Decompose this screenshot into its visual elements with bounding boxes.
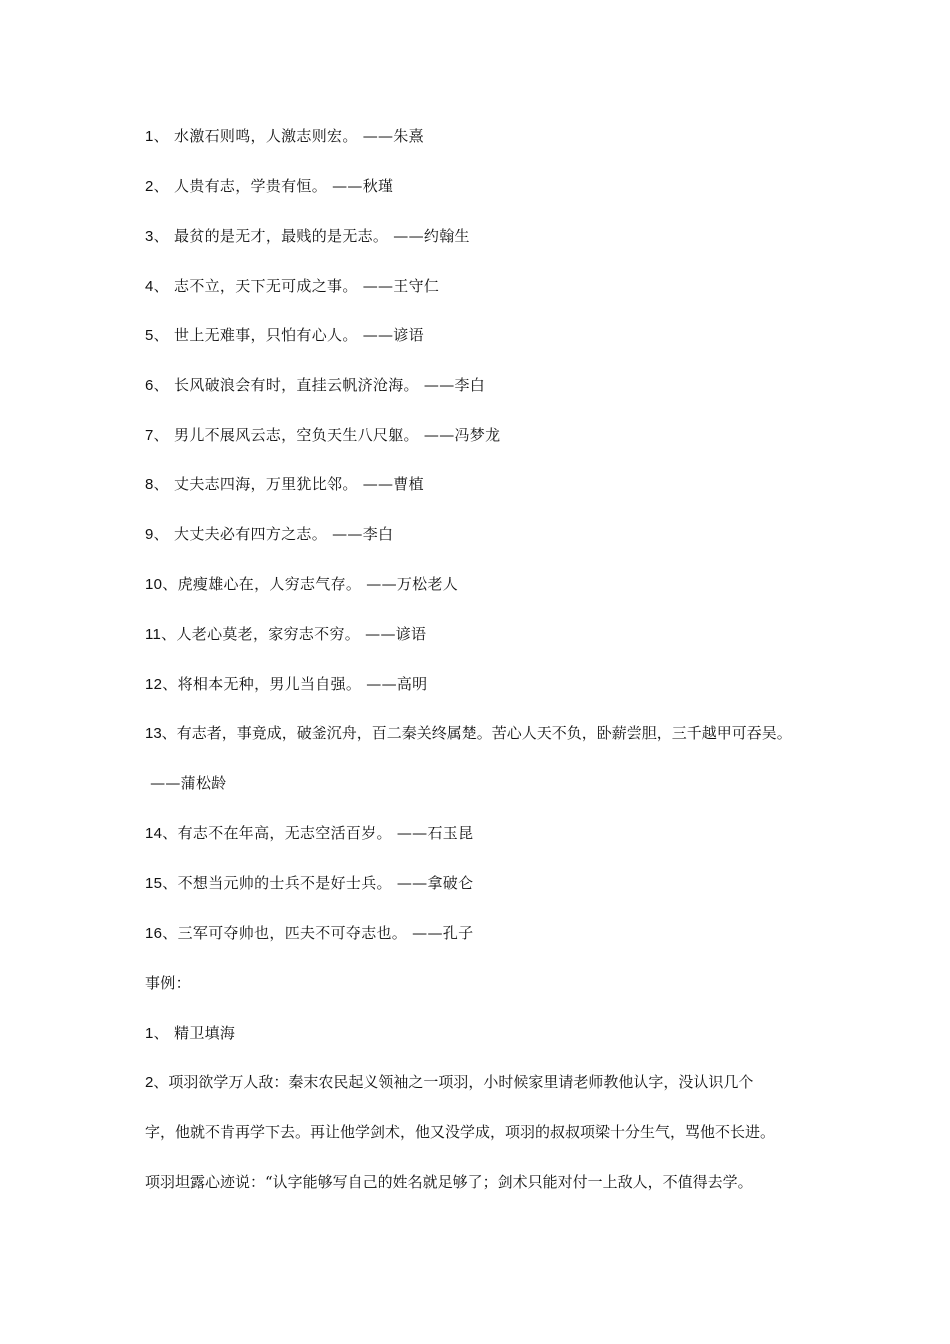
example-line: [145, 1072, 753, 1093]
example-line: [145, 1023, 235, 1044]
quote-line: [145, 923, 473, 944]
quote-line: [145, 574, 458, 595]
quote-number: 6、: [145, 377, 169, 394]
quote-text: 人贵有志，学贵有恒。 ——秋瑾: [168, 177, 394, 195]
example-text: 精卫填海: [168, 1024, 236, 1042]
quote-text: 人老心莫老，家穷志不穷。 ——谚语: [176, 625, 427, 643]
examples-heading: 事例：: [145, 974, 191, 992]
quote-number: 7、: [145, 427, 169, 444]
example-text: 字，他就不肯再学下去。再让他学剑术，他又没学成，项羽的叔叔项梁十分生气，骂他不长进。: [145, 1123, 776, 1141]
quote-text: 有志者，事竟成，破釜沉舟，百二秦关终属楚。苦心人天不负，卧薪尝胆，三千越甲可吞吴。: [176, 724, 792, 742]
example-number: 2、: [145, 1074, 169, 1091]
quote-number: 12、: [145, 676, 178, 693]
quote-line: [145, 474, 424, 495]
quote-line: [145, 823, 473, 844]
quote-text: 不想当元帅的士兵不是好士兵。 ——拿破仑: [177, 874, 474, 892]
example-text: 项羽欲学万人敌：秦末农民起义领袖之一项羽，小时候家里请老师教他认字，没认识几个: [168, 1073, 754, 1091]
quote-number: 4、: [145, 278, 169, 295]
quote-number: 9、: [145, 526, 169, 543]
quote-text: 志不立，天下无可成之事。 ——王守仁: [168, 277, 440, 295]
quote-number: 11、: [145, 626, 177, 643]
quote-number: 16、: [145, 925, 178, 942]
quote-number: 5、: [145, 327, 169, 344]
example-line: [145, 1122, 775, 1142]
quote-line: [145, 524, 393, 545]
quote-text: 大丈夫必有四方之志。 ——李白: [168, 525, 394, 543]
quote-number: 14、: [145, 825, 178, 842]
quote-number: 3、: [145, 228, 169, 245]
quote-text: 长风破浪会有时，直挂云帆济沧海。 ——李白: [168, 376, 486, 394]
quote-line: [145, 176, 393, 197]
quote-text: 男儿不展风云志，空负天生八尺躯。 ——冯梦龙: [168, 426, 501, 444]
quote-line: [145, 723, 792, 744]
quote-number: 13、: [145, 725, 177, 742]
quote-line: [145, 674, 427, 695]
quote-text: 水激石则鸣，人激志则宏。 ——朱熹: [168, 127, 424, 145]
quote-text: 虎瘦雄心在，人穷志气存。 ——万松老人: [177, 575, 459, 593]
quote-line: [145, 226, 470, 247]
quote-line: [145, 425, 500, 446]
quote-text: ——蒲松龄: [145, 774, 227, 792]
quote-line: [145, 276, 439, 297]
quote-line: [145, 873, 473, 894]
quote-line: [145, 126, 424, 147]
quote-text: 有志不在年高，无志空活百岁。 ——石玉昆: [177, 824, 474, 842]
example-number: 1、: [145, 1025, 169, 1042]
quote-number: 2、: [145, 178, 169, 195]
quote-number: 15、: [145, 875, 178, 892]
quote-text: 丈夫志四海，万里犹比邻。 ——曹植: [168, 475, 424, 493]
example-line: [145, 1172, 753, 1192]
quote-attribution-line: [145, 773, 227, 793]
quote-line: [145, 624, 426, 645]
quote-number: 8、: [145, 476, 169, 493]
quote-line: [145, 325, 424, 346]
quote-number: 10、: [145, 576, 178, 593]
quote-text: 三军可夺帅也，匹夫不可夺志也。 ——孔子: [177, 924, 474, 942]
quote-line: [145, 375, 485, 396]
quote-text: 世上无难事，只怕有心人。 ——谚语: [168, 326, 424, 344]
quote-number: 1、: [145, 128, 169, 145]
quote-text: 将相本无种，男儿当自强。 ——高明: [177, 675, 428, 693]
quote-text: 最贫的是无才，最贱的是无志。 ——约翰生: [168, 227, 470, 245]
example-text: 项羽坦露心迹说：“认字能够写自己的姓名就足够了；剑术只能对付一上敌人，不值得去学。: [145, 1173, 753, 1191]
